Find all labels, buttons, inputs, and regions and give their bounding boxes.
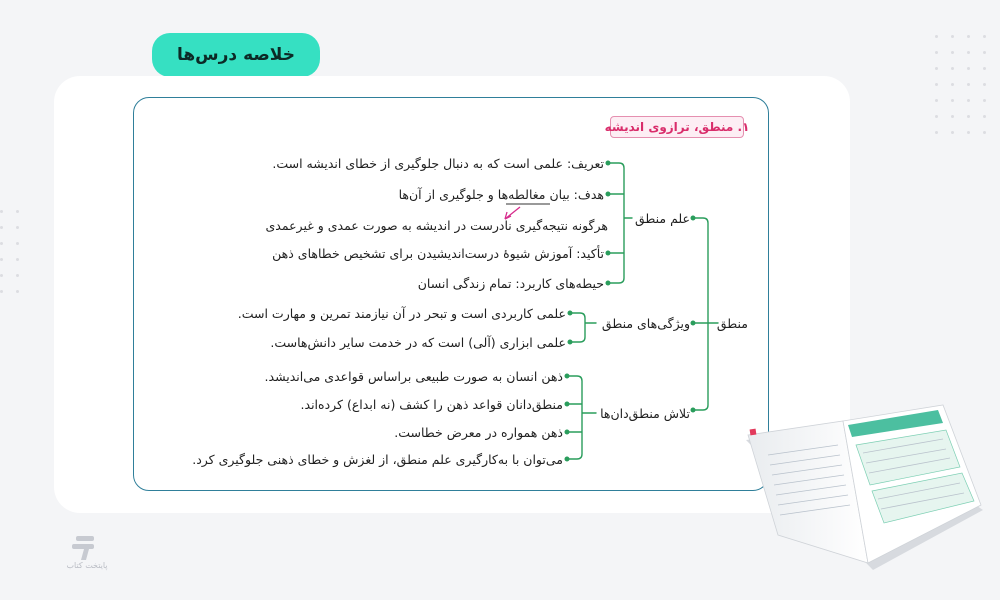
branch-1-item: حیطه‌های کاربرد: تمام زندگی انسان — [417, 276, 604, 291]
branch-1-item: تعریف: علمی است که به دنبال جلوگیری از خطای اندیشه است. — [272, 156, 604, 171]
connector-dot — [565, 430, 570, 435]
connector-dot — [606, 192, 611, 197]
branch-2-item: علمی ابزاری (آلی) است که در خدمت سایر دانش‌هاست. — [270, 335, 566, 350]
branch-label-logicians-effort: تلاش منطق‌دان‌ها — [600, 406, 690, 421]
tree-root: منطق — [716, 316, 748, 331]
open-book-image — [738, 385, 988, 575]
connector-dot — [606, 281, 611, 286]
branch-label-logic-features: ویژگی‌های منطق — [601, 316, 690, 331]
branch-3-item: منطق‌دانان قواعد ذهن را کشف (نه ابداع) کرده‌اند. — [300, 397, 563, 412]
branch-1-item: تأکید: آموزش شیوهٔ درست‌اندیشیدن برای تشخیص خطاهای ذهن — [272, 246, 604, 261]
branch-3-item: ذهن انسان به صورت طبیعی براساس قواعدی می‌اندیشد. — [264, 369, 563, 384]
branch-3-bracket — [567, 376, 596, 459]
connector-dot — [691, 408, 696, 413]
connector-dot — [691, 216, 696, 221]
branch-2-bracket — [570, 313, 596, 342]
branch-1-bracket — [608, 163, 632, 283]
connector-dot — [606, 161, 611, 166]
branch-2-item: علمی کاربردی است و تبحر در آن نیازمند تمرین و مهارت است. — [237, 306, 566, 321]
branch-label-logic-science: علم منطق — [634, 211, 690, 226]
note-pointer — [505, 204, 550, 219]
publisher-logo-caption: پایتخت کتاب — [66, 561, 108, 570]
connector-dot — [565, 374, 570, 379]
connector-dot — [568, 311, 573, 316]
branch-3-item: می‌توان با به‌کارگیری علم منطق، از لغزش و خطای ذهنی جلوگیری کرد. — [192, 452, 563, 467]
branch-3-item: ذهن همواره در معرض خطاست. — [394, 425, 563, 440]
connector-dot — [565, 457, 570, 462]
connector-dot — [565, 402, 570, 407]
trunk-line — [693, 218, 708, 410]
section-label-text: ۱. منطق، ترازوی اندیشه — [604, 120, 750, 134]
connector-dot — [606, 251, 611, 256]
branch-1-item: هدف: بیان مغالطه‌ها و جلوگیری از آن‌ها — [398, 187, 604, 202]
connector-dot — [568, 340, 573, 345]
branch-1-note: هرگونه نتیجه‌گیری نادرست در اندیشه به صورت عمدی و غیرعمدی — [265, 218, 608, 233]
page-title-text: خلاصه درس‌ها — [177, 45, 295, 65]
connector-dot — [691, 321, 696, 326]
